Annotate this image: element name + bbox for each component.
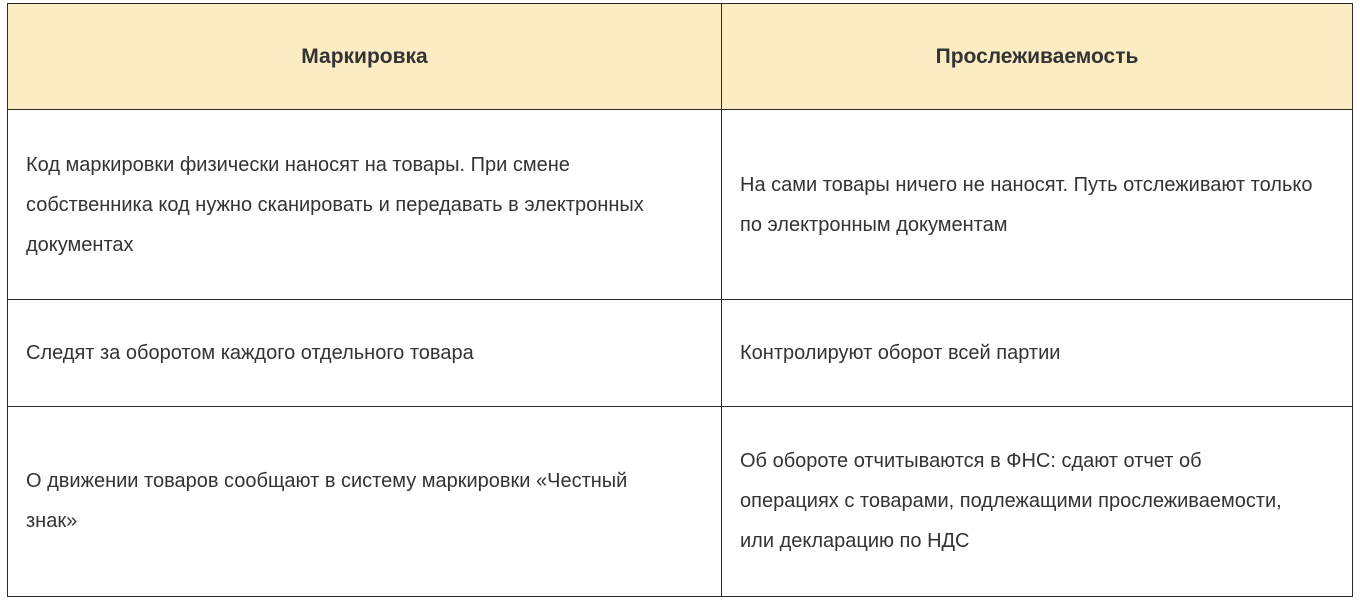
table-row [8,300,1353,407]
header-cell-traceability: Прослеживаемость [722,4,1353,110]
table-row [8,110,1353,300]
cell-traceability: Об обороте отчитываются в ФНС: сдают отчет об операциях с товарами, подлежащими прослеживаемости, или декларацию по НДС [722,406,1353,596]
cell-marking: О движении товаров сообщают в систему маркировки «Честный знак» [8,406,722,596]
comparison-table [7,3,1353,597]
header-row [8,4,1353,110]
table-row [8,406,1353,596]
cell-traceability: На сами товары ничего не наносят. Путь отслеживают только по электронным документам [722,110,1353,300]
cell-marking: Код маркировки физически наносят на товары. При смене собственника код нужно сканировать и передавать в электронных документах [8,110,722,300]
cell-traceability: Контролируют оборот всей партии [722,300,1353,407]
header-cell-marking: Маркировка [8,4,722,110]
cell-marking: Следят за оборотом каждого отдельного товара [8,300,722,407]
